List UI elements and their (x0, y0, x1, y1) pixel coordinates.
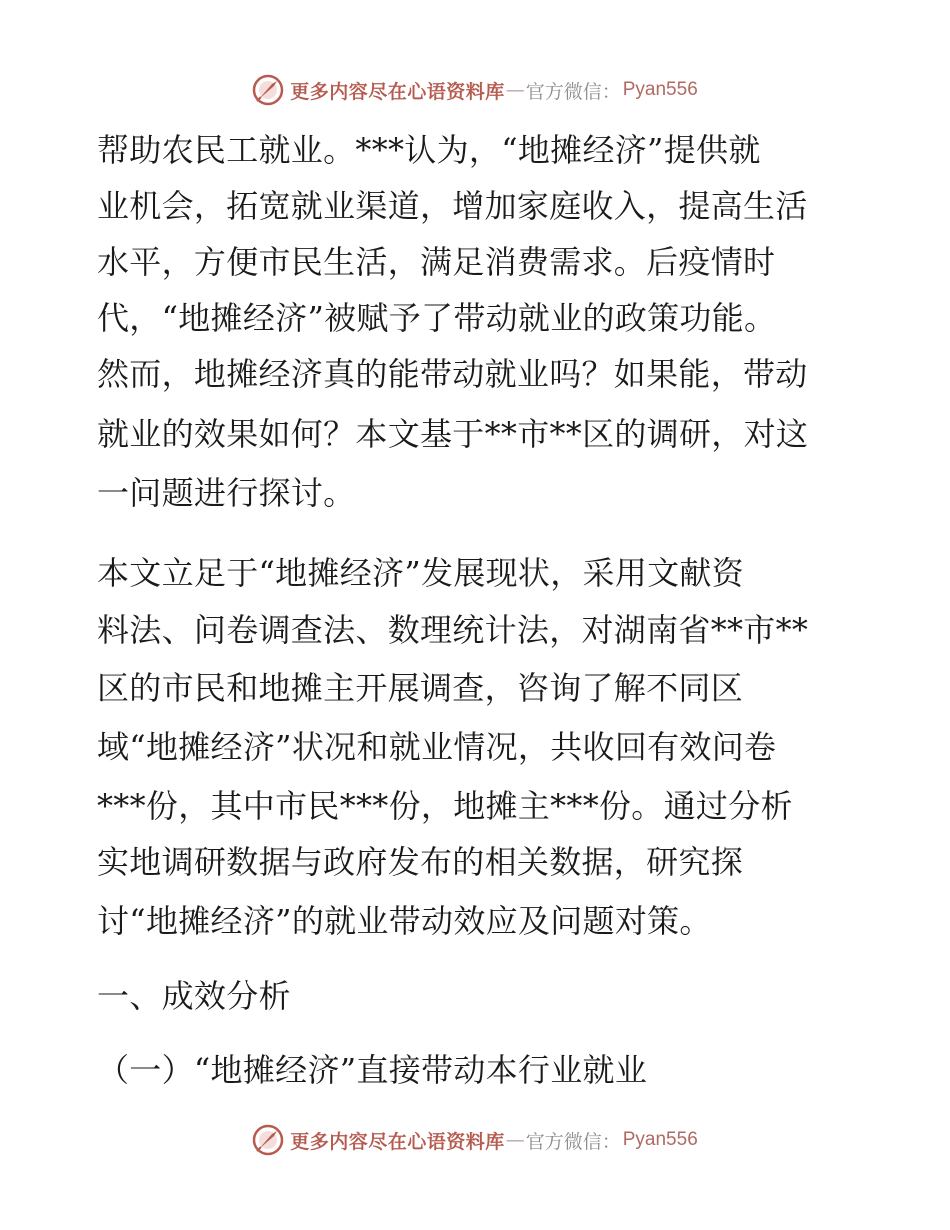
watermark-official-label: 官方微信： (525, 80, 621, 103)
watermark-dash: — (505, 79, 525, 101)
footer-watermark (0, 1120, 950, 1160)
text-line: 域“地摊经济”状况和就业情况，共收回有效问卷 (97, 728, 777, 766)
text-line: 讨“地摊经济”的就业带动效应及问题对策。 (97, 902, 712, 940)
watermark-official-label: 官方微信： (525, 1130, 621, 1153)
watermark-wechat-id: Pyan556 (622, 1129, 698, 1150)
text-line: 帮助农民工就业。***认为，“地摊经济”提供就 (97, 131, 761, 169)
text-line: 然而，地摊经济真的能带动就业吗？如果能，带动 (97, 355, 808, 393)
text-line: 区的市民和地摊主开展调查，咨询了解不同区 (97, 669, 744, 707)
text-line: 本文立足于“地摊经济”发展现状，采用文献资 (97, 554, 745, 592)
watermark-dash: — (505, 1129, 525, 1151)
text-line: 代，“地摊经济”被赋予了带动就业的政策功能。 (97, 299, 777, 337)
watermark-brand: 更多内容尽在心语资料库 (290, 1130, 505, 1153)
text-line: 一问题进行探讨。 (97, 474, 356, 512)
text-line: 水平，方便市民生活，满足消费需求。后疫情时 (97, 243, 776, 281)
quill-logo-icon (252, 74, 284, 106)
subsection-heading: （一）“地摊经济”直接带动本行业就业 (97, 1051, 648, 1089)
text-line: 业机会，拓宽就业渠道，增加家庭收入，提高生活 (97, 187, 808, 225)
text-line: 就业的效果如何？本文基于**市**区的调研，对这 (97, 415, 809, 453)
quill-logo-icon (252, 1124, 284, 1156)
text-line: ***份，其中市民***份，地摊主***份。通过分析 (97, 787, 793, 825)
header-watermark (0, 70, 950, 110)
watermark-wechat-id: Pyan556 (622, 79, 698, 100)
watermark-brand: 更多内容尽在心语资料库 (290, 80, 505, 103)
text-line: 料法、问卷调查法、数理统计法，对湖南省**市** (97, 611, 809, 649)
text-line: 实地调研数据与政府发布的相关数据，研究探 (97, 843, 744, 881)
section-heading: 一、成效分析 (97, 977, 291, 1015)
